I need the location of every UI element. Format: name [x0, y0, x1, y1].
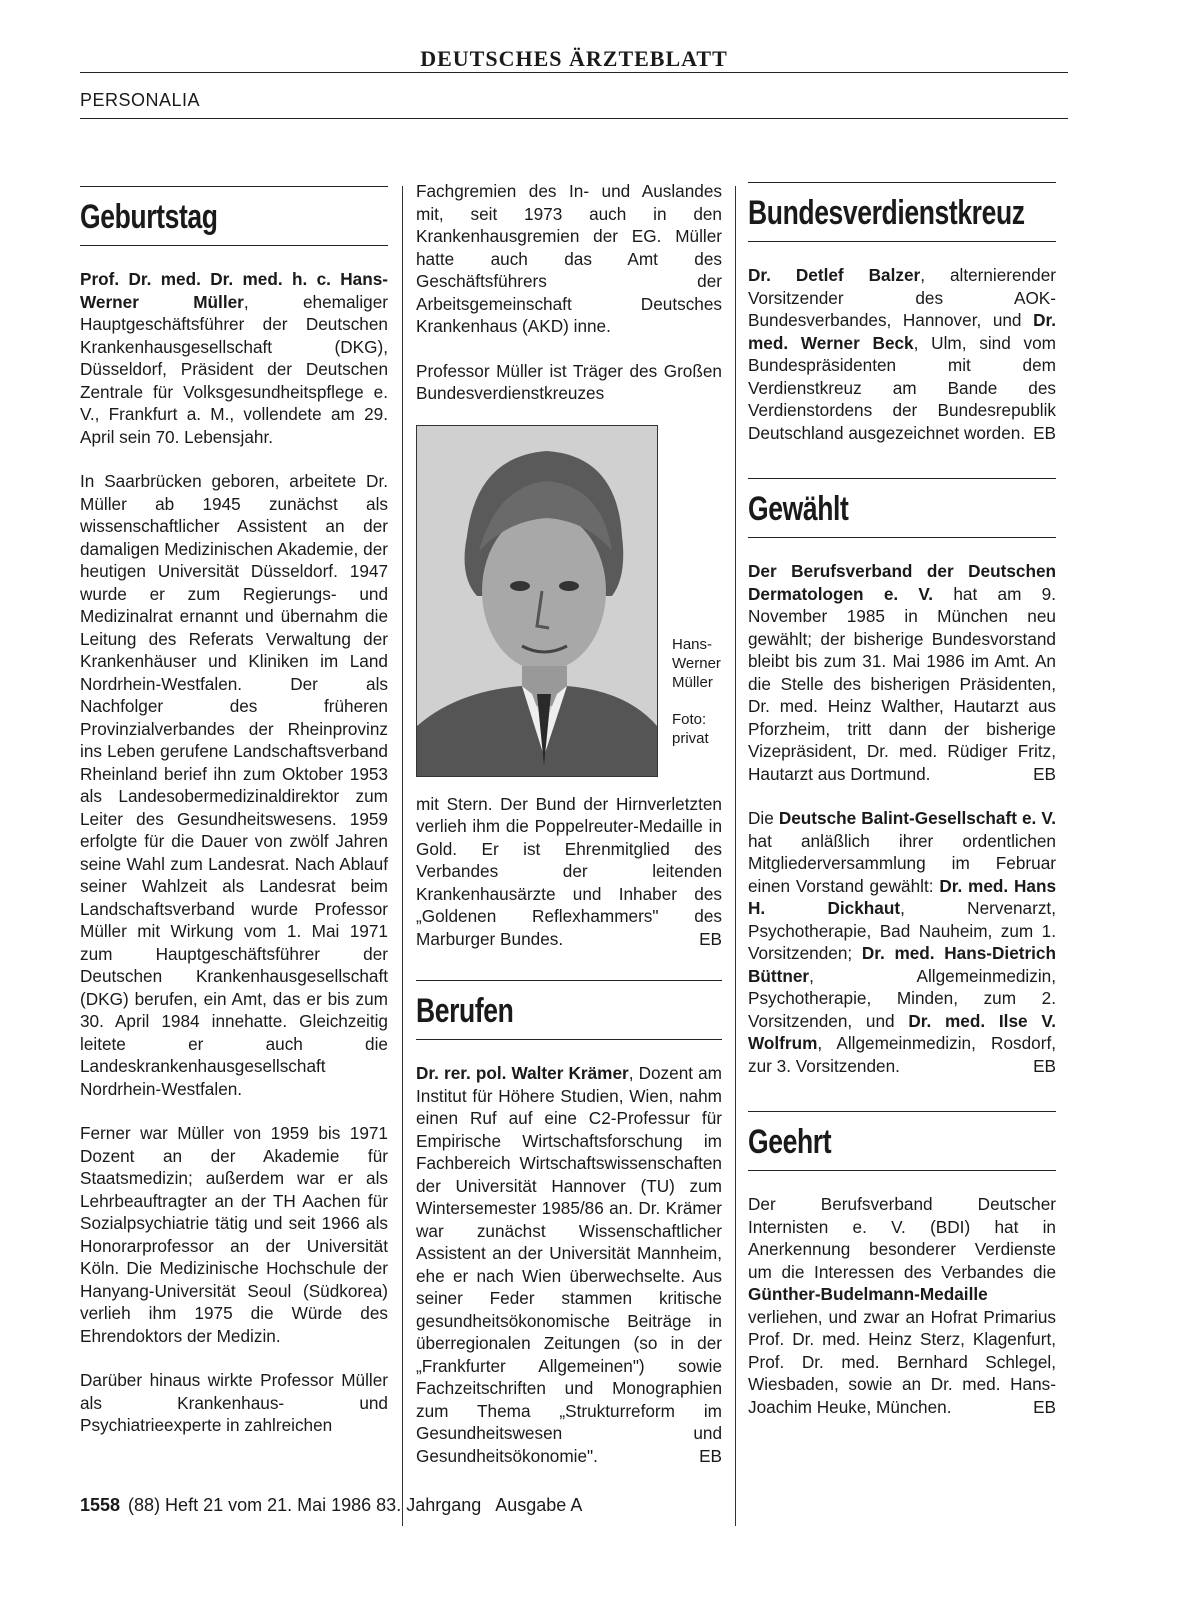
paragraph-text: Der Berufsverband Deutscher Internisten e. V. (BDI) hat in Anerkennung besonderer Verdienste um die Interessen des Verbandes die [748, 1194, 1056, 1282]
paragraph-text: , Allgemeinmedizin, Rosdorf, zur 3. Vorsitzenden. [748, 1033, 1056, 1076]
paragraph-text: , alternierender Vorsitzender des AOK-Bundesverbandes, Hannover, und [748, 265, 1056, 330]
heading-block-geburtstag [80, 186, 388, 246]
signature: EB [699, 1445, 722, 1466]
column-divider-2 [735, 186, 736, 1526]
column-2 [416, 180, 722, 1467]
organization-name: Deutsche Balint-Gesellschaft e. V. [778, 808, 1056, 828]
paragraph-text: , Dozent am Institut für Höhere Studien, Wien, nahm einen Ruf auf eine C2-Professur für Empirische Wirtschaftsforschung im Fachbereich Wirtschaftswissenschaften der Universität Hannover (TU) zum Wintersemester 1985/86 an. Dr. Krämer war zunächst Wissenschaftlicher Assistent an der Universität Mannheim, ehe er nach Wien überwechselte. Aus seiner Feder stammen kritische gesundheitsökonomische Beiträge in überregionalen Zeitungen (so in der „Frankfurter Allgemeinen") sowie Fachzeitschriften und Monographien zum Thema „Strukturreform im Gesundheitswesen und Gesundheitsökonomie". [416, 1063, 722, 1466]
signature: EB [1033, 763, 1056, 784]
issue-info: (88) Heft 21 vom 21. Mai 1986 83. Jahrgang Ausgabe A [128, 1495, 583, 1515]
caption-credit: Foto: privat [672, 710, 709, 747]
portrait-figure [416, 425, 722, 775]
paragraph: In Saarbrücken geboren, arbeitete Dr. Müller ab 1945 zunächst als wissenschaftlicher Assistent an der damaligen Medizinischen Akademie, der heutigen Universität Düsseldorf. 1947 wurde er zum Regierungs- und Medizinalrat ernannt und übernahm die Leitung des Referats Verwaltung der Krankenhäuser und Kliniken im Land Nordrhein-Westfalen. Der als Nachfolger des früheren Provinzialverbandes der Rheinprovinz ins Leben gerufene Landschaftsverband Rheinland berief ihn zum Oktober 1953 als Landesobermedizinaldirektor zum Leiter des Gesundheitswesens. 1959 erfolgte für die Dauer von zwölf Jahren seine Wahl zum Landesrat. Nach Ablauf seiner Wahlzeit als Landesrat beim Landschaftsverband wurde Professor Müller mit Wirkung vom 1. Mai 1971 zum Hauptgeschäftsführer der Deutschen Krankenhausgesellschaft (DKG) berufen, ein Amt, das er bis zum 30. April 1984 innehatte. Gleichzeitig leitete er auch die Landeskrankenhausgesellschaft Nordrhein-Westfalen. [80, 471, 388, 1099]
signature: EB [1033, 1396, 1056, 1417]
caption-name: Hans-Werner Müller [672, 635, 721, 691]
page-footer [80, 1495, 582, 1516]
paragraph [416, 793, 722, 951]
paragraph-text: hat am 9. November 1985 in München neu gewählt; der bisherige Bundesvorstand bleibt bis zum 31. Mai 1986 im Amt. An die Stelle des bisherigen Präsidenten, Dr. med. Heinz Walther, Hautarzt aus Pforzheim, tritt dann der bisherige Vizepräsident, Dr. med. Rüdiger Fritz, Hautarzt aus Dortmund. [748, 583, 1056, 784]
person-name: Dr. rer. pol. Walter Krämer [416, 1063, 629, 1083]
heading-bundesverdienstkreuz: Bundesverdienstkreuz [748, 194, 1025, 232]
paragraph-text: , ehemaliger Hauptgeschäftsführer der Deutschen Krankenhausgesellschaft (DKG), Düsseldorf, Präsident der Deutschen Zentrale für Volksgesundheitspflege e. V., Frankfurt a. M., vollendete am 29. April sein 70. Lebensjahr. [80, 291, 388, 447]
paragraph [80, 268, 388, 448]
person-name: Dr. med. Werner Beck [748, 310, 1056, 353]
masthead-rule [80, 72, 1068, 73]
heading-block-berufen [416, 980, 722, 1040]
signature: EB [699, 928, 722, 949]
column-1 [80, 186, 388, 1437]
heading-gewaehlt: Gewählt [748, 490, 849, 528]
masthead: DEUTSCHES ÄRZTEBLATT [420, 46, 728, 71]
heading-berufen: Berufen [416, 992, 514, 1030]
paragraph-text: Die [748, 808, 779, 828]
paragraph [748, 264, 1056, 444]
photo-caption [672, 635, 722, 748]
paragraph [748, 807, 1056, 1077]
paragraph-text: , Nervenarzt, Psychotherapie, Bad Nauheim, zum 1. Vorsitzenden; [748, 898, 1056, 963]
paragraph: Fachgremien des In- und Auslandes mit, seit 1973 auch in den Krankenhausgremien der EG. Müller hatte auch das Amt des Geschäftsführers der Arbeitsgemeinschaft Deutsches Krankenhaus (AKD) inne. [416, 181, 722, 336]
portrait-photo [416, 425, 658, 777]
column-3 [748, 182, 1056, 1418]
paragraph-text: , Ulm, sind vom Bundespräsidenten mit dem Verdienstkreuz am Bande des Verdienstordens der Bundesrepublik Deutschland ausgezeichnet worden. [748, 332, 1056, 443]
organization-name: Der Berufsverband der Deutschen Dermatologen e. V. [748, 561, 1056, 604]
paragraph [416, 1062, 722, 1467]
paragraph [748, 560, 1056, 785]
paragraph-text: hat anläßlich ihrer ordentlichen Mitgliederversammlung im Februar einen Vorstand gewählt: [748, 830, 1056, 896]
heading-geburtstag: Geburtstag [80, 198, 218, 236]
section-label: PERSONALIA [80, 90, 201, 110]
paragraph-text: , Allgemeinmedizin, Psychotherapie, Minden, zum 2. Vorsitzenden, und [748, 965, 1056, 1031]
heading-geehrt: Geehrt [748, 1123, 832, 1161]
paragraph [748, 1193, 1056, 1418]
paragraph: Darüber hinaus wirkte Professor Müller als Krankenhaus- und Psychiatrieexperte in zahlreichen [80, 1370, 388, 1435]
paragraph: Ferner war Müller von 1959 bis 1971 Dozent an der Akademie für Staatsmedizin; außerdem war er als Lehrbeauftragter an der TH Aachen für Sozialpsychiatrie tätig und seit 1966 als Honorarprofessor an der Universität Köln. Die Medizinische Hochschule der Hanyang-Universität Seoul (Südkorea) verlieh ihm 1975 die Würde des Ehrendoktors der Medizin. [80, 1123, 388, 1346]
page-number: 1558 [80, 1495, 121, 1515]
section-rule [80, 118, 1068, 119]
paragraph: Professor Müller ist Träger des Großen Bundesverdienstkreuzes [416, 360, 722, 403]
paragraph-text: mit Stern. Der Bund der Hirnverletzten verlieh ihm die Poppelreuter-Medaille in Gold. Er ist Ehrenmitglied des Verbandes der leitenden Krankenhausärzte und Inhaber des „Goldenen Reflexhammers" des Marburger Bundes. [416, 793, 722, 949]
person-name: Dr. med. Hans H. Dickhaut [748, 875, 1056, 918]
award-name: Günther-Budelmann-Medaille [748, 1284, 988, 1304]
signature: EB [1033, 422, 1056, 443]
paragraph-text: verliehen, und zwar an Hofrat Primarius Prof. Dr. med. Heinz Sterz, Klagenfurt, Prof. Dr. med. Bernhard Schlegel, Wiesbaden, sowie an Dr. med. Hans-Joachim Heuke, München. [748, 1306, 1056, 1417]
heading-block-geehrt [748, 1111, 1056, 1171]
signature: EB [1033, 1055, 1056, 1076]
person-name: Dr. med. Ilse V. Wolfrum [748, 1010, 1056, 1053]
heading-block-bundesverdienstkreuz [748, 182, 1056, 242]
person-name: Dr. Detlef Balzer [748, 265, 921, 285]
heading-block-gewaehlt [748, 478, 1056, 538]
person-name: Prof. Dr. med. Dr. med. h. c. Hans-Werner Müller [80, 269, 388, 312]
person-name: Dr. med. Hans-Dietrich Büttner [748, 943, 1056, 986]
column-divider-1 [402, 186, 403, 1526]
